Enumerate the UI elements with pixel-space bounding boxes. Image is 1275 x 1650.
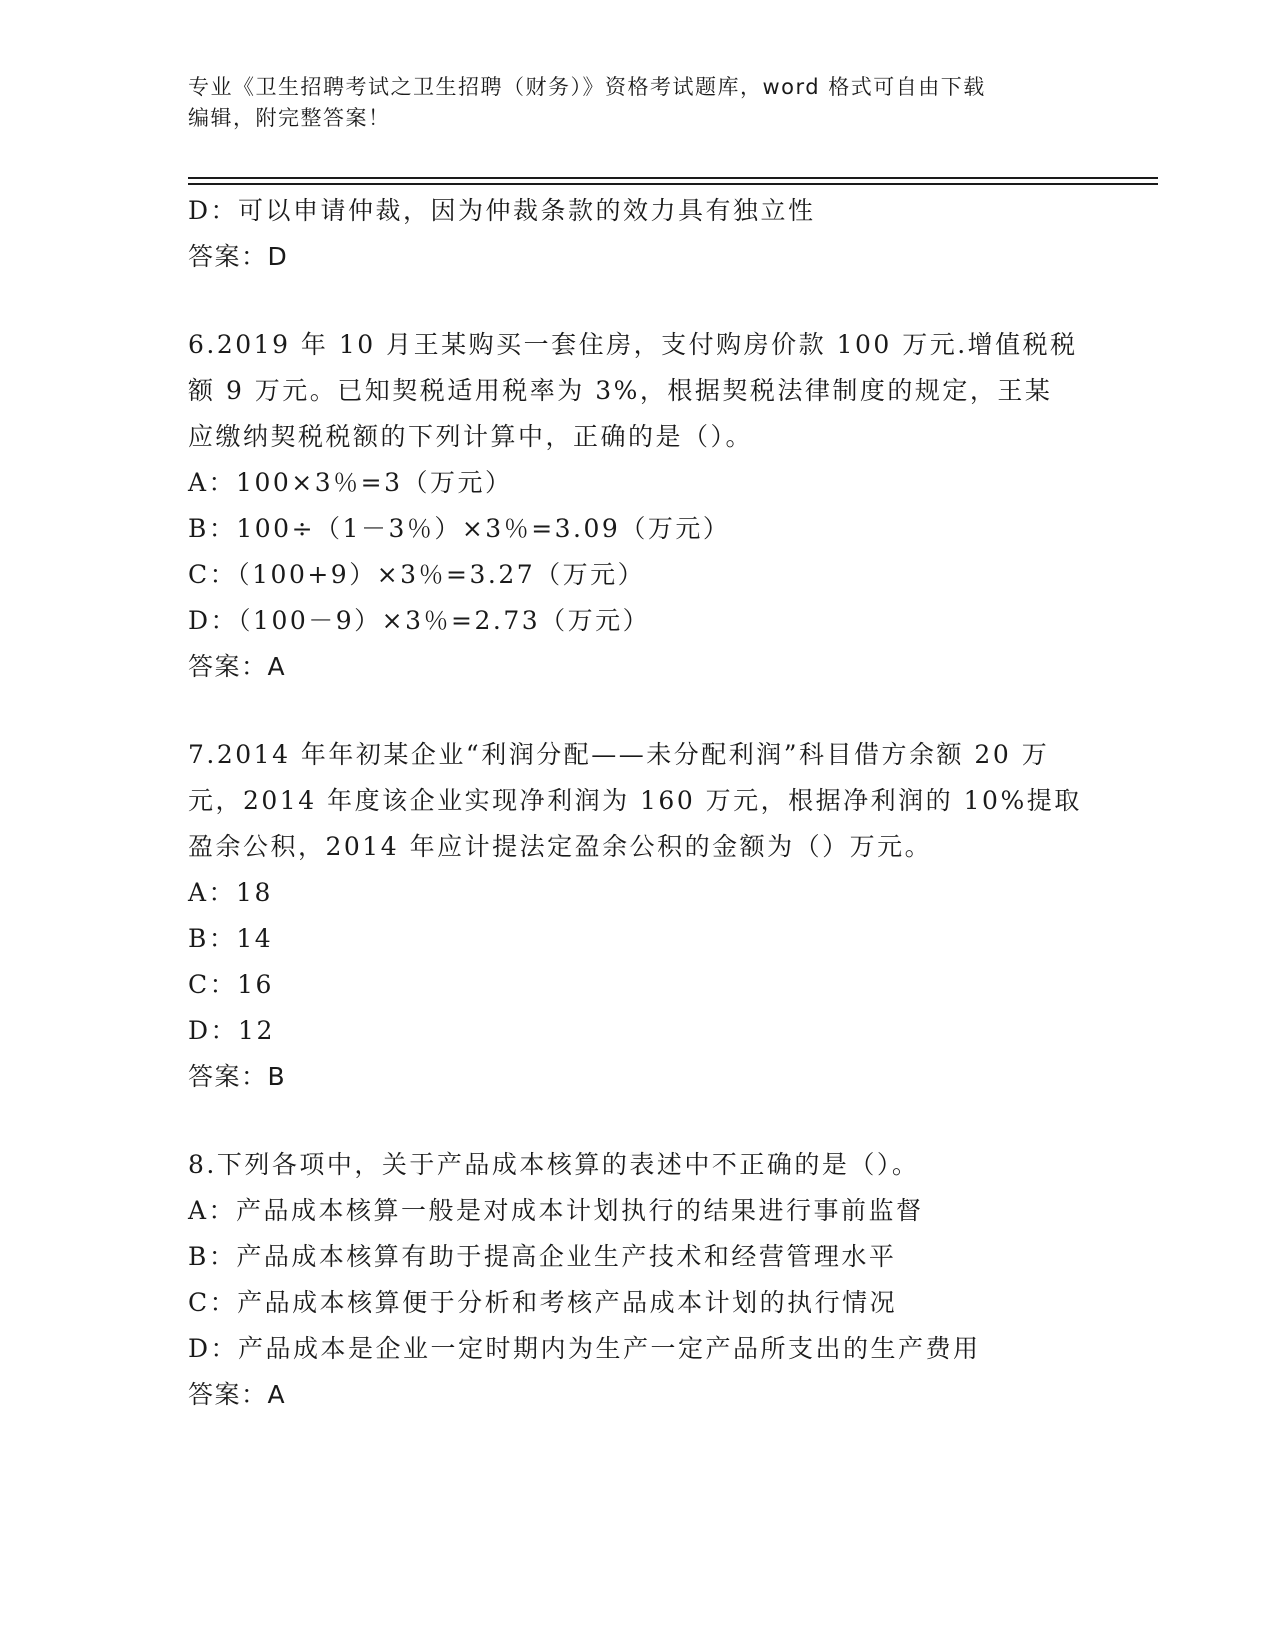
answer: 答案：A — [188, 1380, 287, 1409]
option-d: D：（100－9）×3％=2.73（万元） — [188, 606, 651, 635]
option-c: C：16 — [188, 970, 274, 999]
option-a: A：100×3％=3（万元） — [188, 468, 513, 497]
option-a: A：18 — [188, 878, 273, 907]
previous-question-tail — [188, 188, 1088, 280]
document-header — [188, 72, 1068, 134]
header-line-1: 专业《卫生招聘考试之卫生招聘（财务）》资格考试题库，word 格式可自由下载 — [188, 75, 986, 99]
option-d: D：可以申请仲裁，因为仲裁条款的效力具有独立性 — [188, 196, 816, 225]
header-line-2: 编辑，附完整答案！ — [188, 106, 391, 130]
question-text-line: 盈余公积，2014 年应计提法定盈余公积的金额为（）万元。 — [188, 832, 933, 861]
option-d: D：产品成本是企业一定时期内为生产一定产品所支出的生产费用 — [188, 1334, 981, 1363]
question-8 — [188, 1142, 1088, 1418]
option-d: D：12 — [188, 1016, 275, 1045]
question-text-line: 应缴纳契税税额的下列计算中，正确的是（）。 — [188, 422, 754, 451]
answer: 答案：D — [188, 242, 289, 271]
question-text-line: 额 9 万元。已知契税适用税率为 3%，根据契税法律制度的规定，王某 — [188, 376, 1053, 405]
question-text-line: 6.2019 年 10 月王某购买一套住房，支付购房价款 100 万元.增值税税 — [188, 330, 1078, 359]
header-divider-bottom — [188, 183, 1158, 185]
question-text-line: 8.下列各项中，关于产品成本核算的表述中不正确的是（）。 — [188, 1150, 920, 1179]
option-c: C：（100+9）×3％=3.27（万元） — [188, 560, 646, 589]
option-b: B：产品成本核算有助于提高企业生产技术和经营管理水平 — [188, 1242, 897, 1271]
question-7 — [188, 732, 1088, 1100]
answer: 答案：B — [188, 1062, 287, 1091]
answer: 答案：A — [188, 652, 287, 681]
option-b: B：14 — [188, 924, 274, 953]
question-list — [188, 188, 1088, 1418]
question-text-line: 7.2014 年年初某企业“利润分配——未分配利润”科目借方余额 20 万 — [188, 740, 1050, 769]
question-text-line: 元，2014 年度该企业实现净利润为 160 万元，根据净利润的 10%提取 — [188, 786, 1082, 815]
option-a: A：产品成本核算一般是对成本计划执行的结果进行事前监督 — [188, 1196, 924, 1225]
option-b: B：100÷（1－3％）×3％=3.09（万元） — [188, 514, 731, 543]
question-6 — [188, 322, 1088, 690]
header-divider-top — [188, 177, 1158, 179]
option-c: C：产品成本核算便于分析和考核产品成本计划的执行情况 — [188, 1288, 898, 1317]
